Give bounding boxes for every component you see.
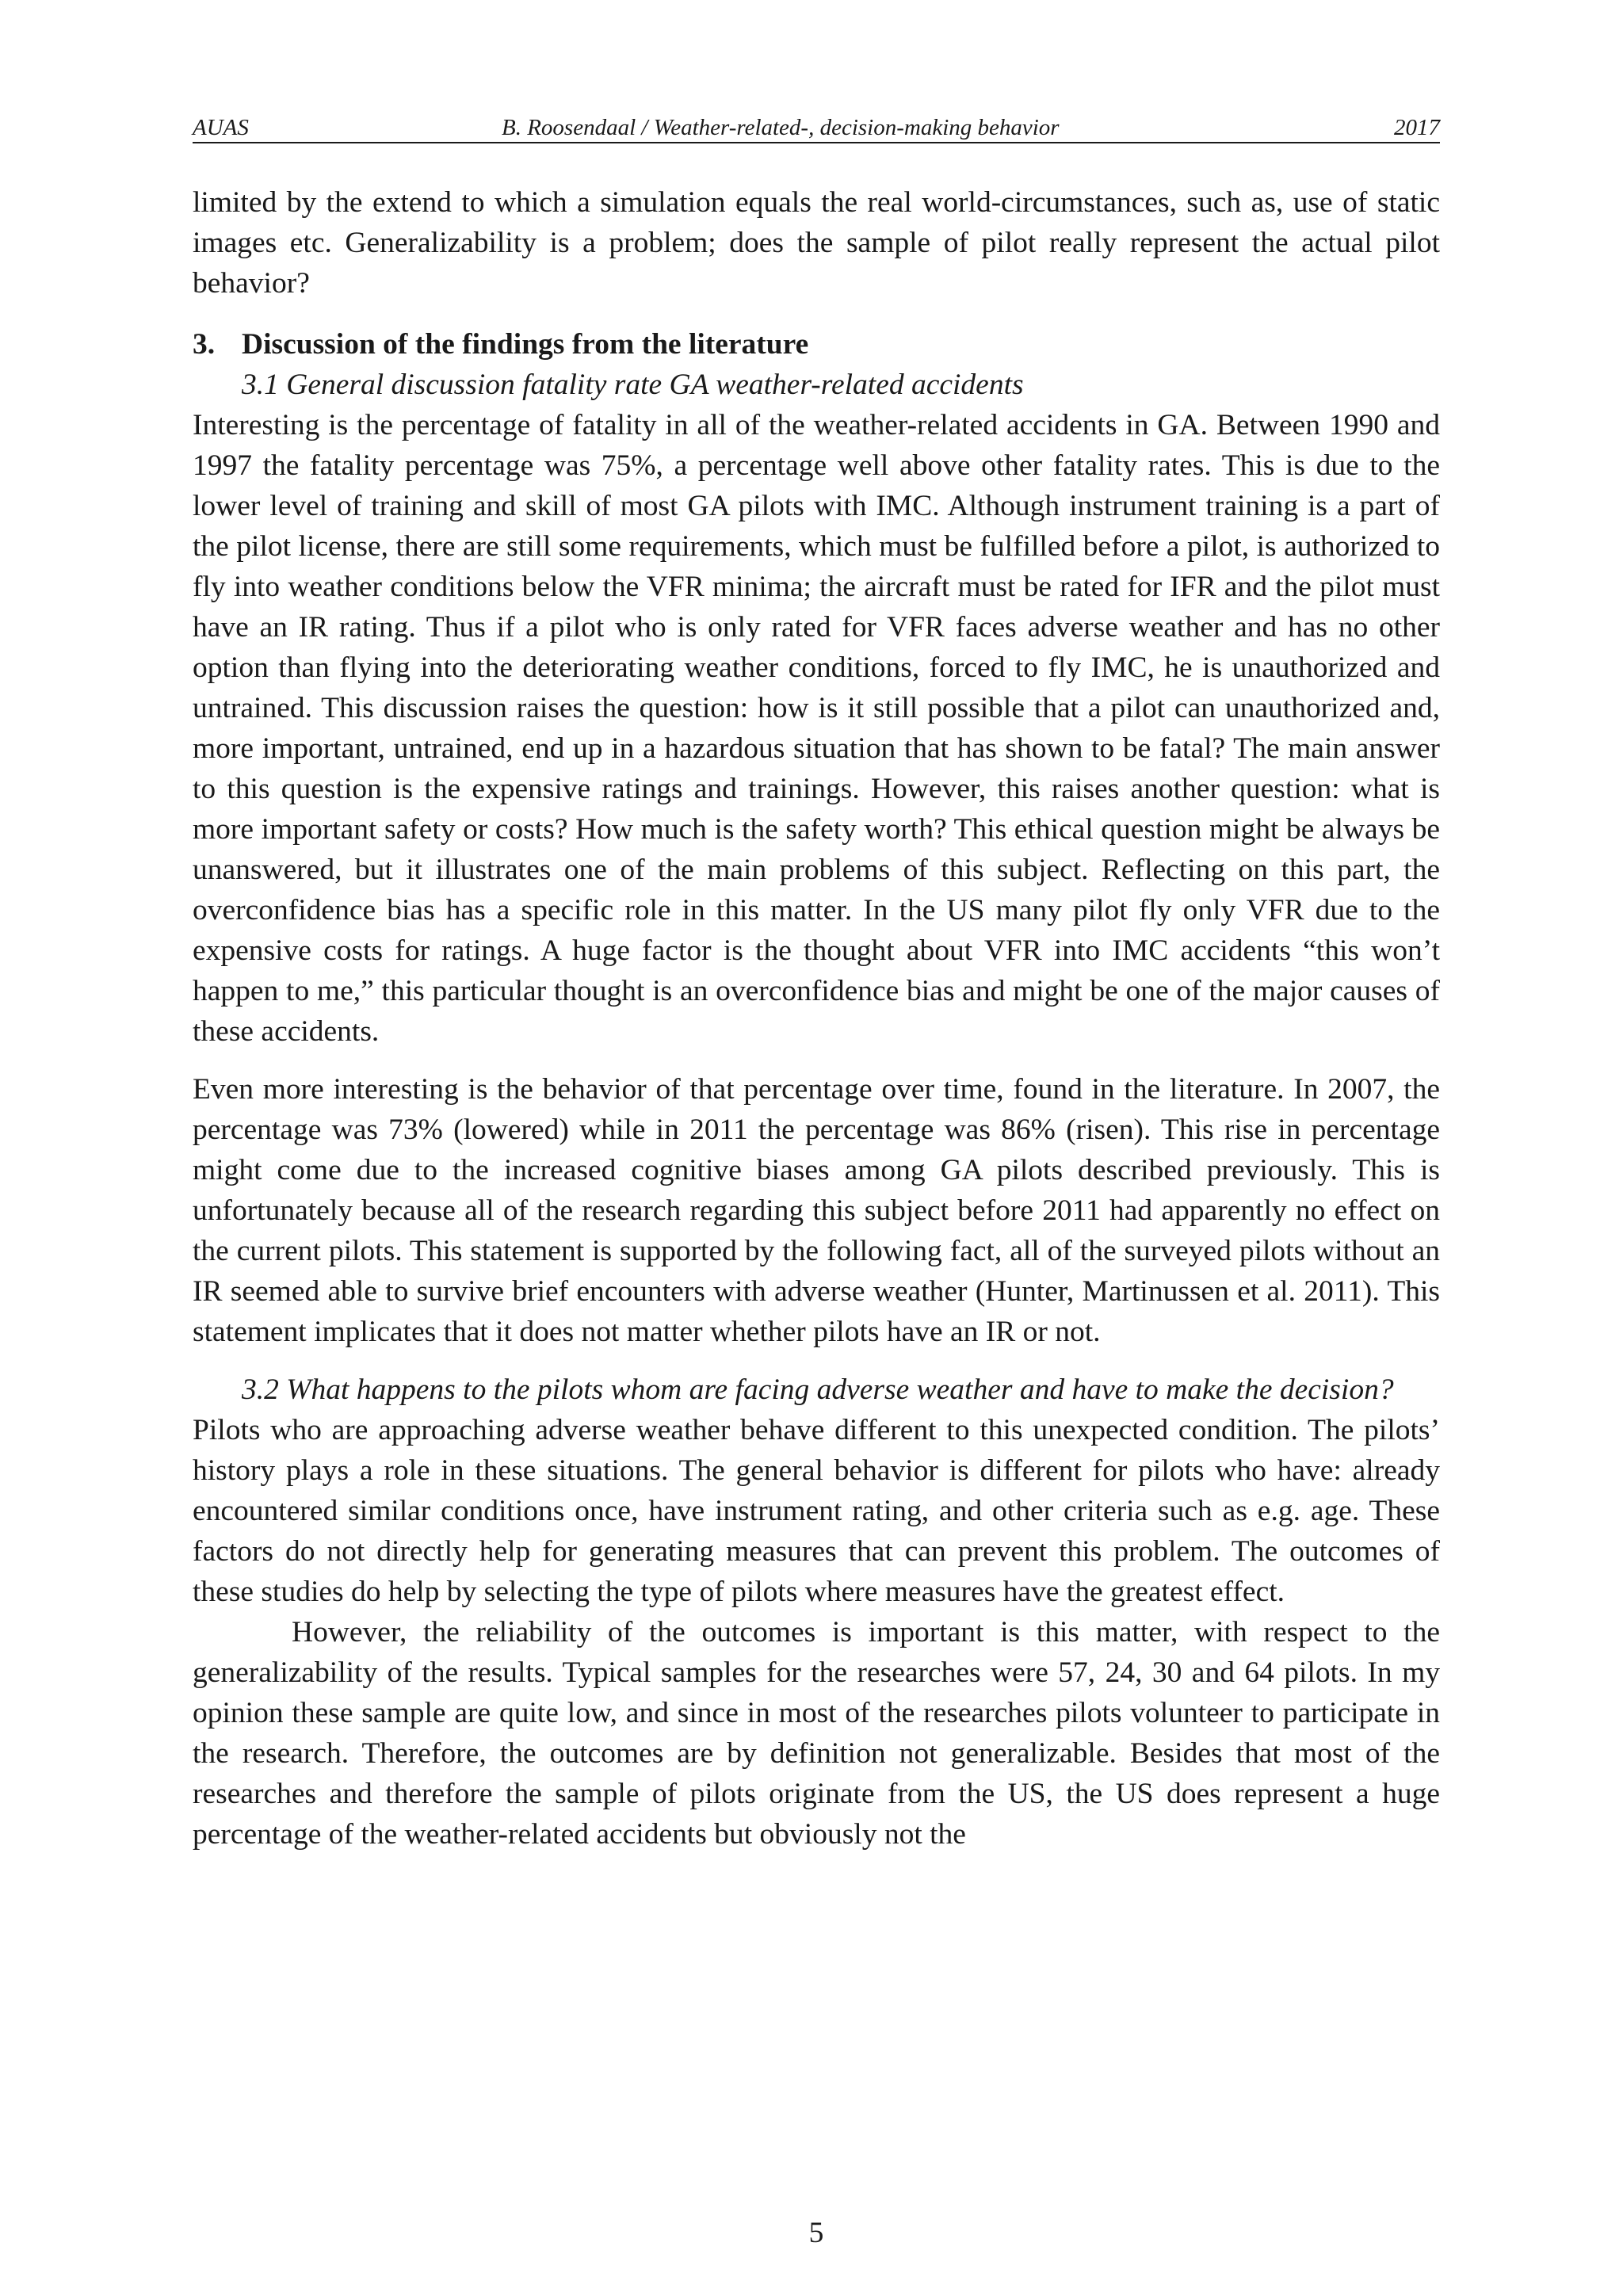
subsection-heading-3-2: 3.2 What happens to the pilots whom are facing adverse weather and have to make the decision? xyxy=(242,1373,1394,1406)
paragraph-3-1-b: Even more interesting is the behavior of that percentage over time, found in the literature. In 2007, the percentage was 73% (lowered) while in 2011 the percentage was 86% (risen). This rise in percentage might come due to the increased cognitive biases among GA pilots described previously. This is unfortunately because all of the research regarding this subject before 2011 had apparently no effect on the current pilots. This statement is supported by the following fact, all of the surveyed pilots without an IR seemed able to survive brief encounters with adverse weather (Hunter, Martinussen et al. 2011). This statement implicates that it does not matter whether pilots have an IR or not. xyxy=(193,1073,1440,1348)
section-title: Discussion of the findings from the literature xyxy=(242,328,809,361)
paragraph-intro: limited by the extend to which a simulation equals the real world-circumstances, such as, use of static images etc. Generalizability is a problem; does the sample of pilot really represent the actual pilot behavior? xyxy=(193,186,1440,300)
running-header xyxy=(193,113,1440,143)
section-heading-3 xyxy=(193,324,1440,365)
section-number: 3. xyxy=(193,328,216,361)
header-author-title: B. Roosendaal / Weather-related-, decision-making behavior xyxy=(502,115,1060,140)
paragraph-3-2-b: However, the reliability of the outcomes is important is this matter, with respect to the generalizability of the results. Typical samples for the researches were 57, 24, 30 and 64 pilots. In my opinion these sample are quite low, and since in most of the researches pilots volunteer to participate in the research. Therefore, the outcomes are by definition not generalizable. Besides that most of the researches and therefore the sample of pilots originate from the US, the US does represent a huge percentage of the weather-related accidents but obviously not the xyxy=(193,1616,1440,1851)
paragraph-3-1-a: Interesting is the percentage of fatality in all of the weather-related accidents in GA. Between 1990 and 1997 the fatality percentage was 75%, a percentage well above other fatality rates. This is due to the lower level of training and skill of most GA pilots with IMC. Although instrument training is a part of the pilot license, there are still some requirements, which must be fulfilled before a pilot, is authorized to fly into weather conditions below the VFR minima; the aircraft must be rated for IFR and the pilot must have an IR rating. Thus if a pilot who is only rated for VFR faces adverse weather and has no other option than flying into the deteriorating weather conditions, forced to fly IMC, he is unauthorized and untrained. This discussion raises the question: how is it still possible that a pilot can unauthorized and, more important, untrained, end up in a hazardous situation that has shown to be fatal? The main answer to this question is the expensive ratings and trainings. However, this raises another question: what is more important safety or costs? How much is the safety worth? This ethical question might be always be unanswered, but it illustrates one of the main problems of this subject. Reflecting on this part, the overconfidence bias has a specific role in this matter. In the US many pilot fly only VFR due to the expensive costs for ratings. A huge factor is the thought about VFR into IMC accidents “this won’t happen to me,” this particular thought is an overconfidence bias and might be one of the major causes of these accidents. xyxy=(193,409,1440,1048)
subsection-heading-3-1: 3.1 General discussion fatality rate GA weather-related accidents xyxy=(242,369,1024,401)
document-page xyxy=(193,0,1440,2296)
page-number: 5 xyxy=(808,2217,824,2249)
header-year: 2017 xyxy=(1394,115,1440,140)
header-institution: AUAS xyxy=(193,115,249,140)
document-body xyxy=(193,182,1440,1855)
paragraph-3-2-a: Pilots who are approaching adverse weather behave different to this unexpected condition. The pilots’ history plays a role in these situations. The general behavior is different for pilots who have: already encountered similar conditions once, have instrument rating, and other criteria such as e.g. age. These factors do not directly help for generating measures that can prevent this problem. The outcomes of these studies do help by selecting the type of pilots where measures have the greatest effect. xyxy=(193,1414,1440,1608)
